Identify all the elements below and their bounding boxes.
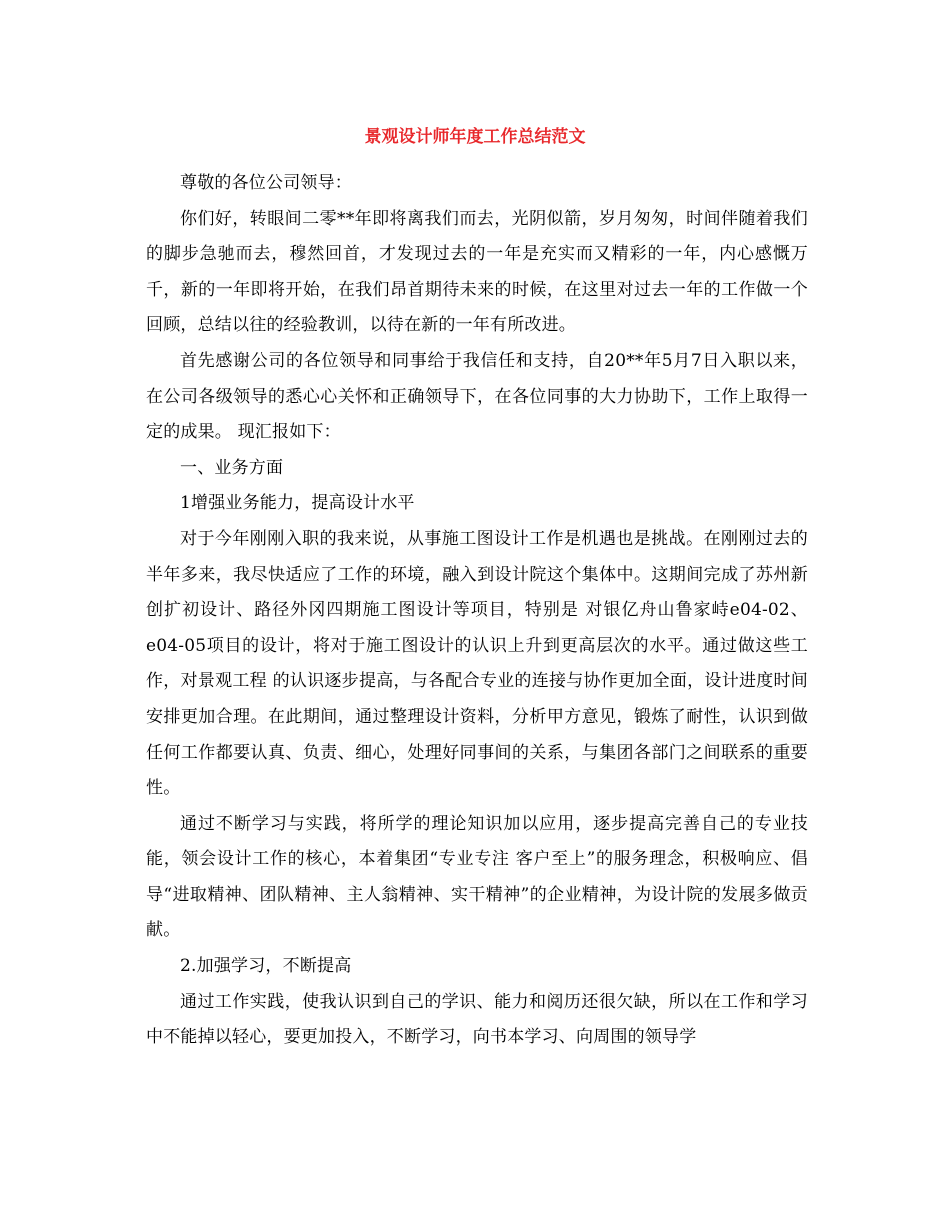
projects-paragraph: 对于今年刚刚入职的我来说，从事施工图设计工作是机遇也是挑战。在刚刚过去的半年多来，我尽快适应了工作的环境，融入到设计院这个集体中。这期间完成了苏州新创扩初设计、路径外冈四期施工图设计等项目，特别是 对银亿舟山鲁家峙e04-02、e04-05项目的设计，将对于施工图设计的认识上升到更高层次的水平。通过做这些工作，对景观工程 的认识逐步提高，与各配合专业的连接与协作更加全面，设计进度时间安排更加合理。在此期间，通过整理设计资料，分析甲方意见，锻炼了耐性，认识到做任何工作都要认真、负责、细心，处理好同事间的关系，与集团各部门之间联系的重要性。 <box>146 528 808 799</box>
thanks-paragraph: 首先感谢公司的各位领导和同事给于我信任和支持，自20**年5月7日入职以来，在公司各级领导的悉心心关怀和正确领导下，在各位同事的大力协助下，工作上取得一定的成果。 现汇报如下： <box>146 350 808 443</box>
greeting-paragraph: 你们好，转眼间二零**年即将离我们而去，光阴似箭，岁月匆匆，时间伴随着我们的脚步急驰而去，穆然回首，才发现过去的一年是充实而又精彩的一年，内心感慨万千，新的一年即将开始，在我们昂首期待未来的时候，在这里对过去一年的工作做一个回顾，总结以往的经验教训，以待在新的一年有所改进。 <box>146 208 808 336</box>
learning-paragraph: 通过工作实践，使我认识到自己的学识、能力和阅历还很欠缺，所以在工作和学习中不能掉以轻心，要更加投入，不断学习，向书本学习、向周围的领导学 <box>146 991 808 1048</box>
document-body <box>146 166 808 1056</box>
salutation-paragraph: 尊敬的各位公司领导： <box>180 173 352 193</box>
document-title: 景观设计师年度工作总结范文 <box>364 127 586 147</box>
practice-paragraph: 通过不断学习与实践，将所学的理论知识加以应用，逐步提高完善自己的专业技能，领会设计工作的核心，本着集团“专业专注 客户至上”的服务理念，积极响应、倡导“进取精神、团队精神、主人翁精神、实干精神”的企业精神，为设计院的发展多做贡献。 <box>146 813 808 941</box>
subheading-learning: 2.加强学习，不断提高 <box>180 956 352 977</box>
section-heading-business: 一、业务方面 <box>180 457 284 478</box>
subheading-ability: 1增强业务能力，提高设计水平 <box>180 493 415 514</box>
